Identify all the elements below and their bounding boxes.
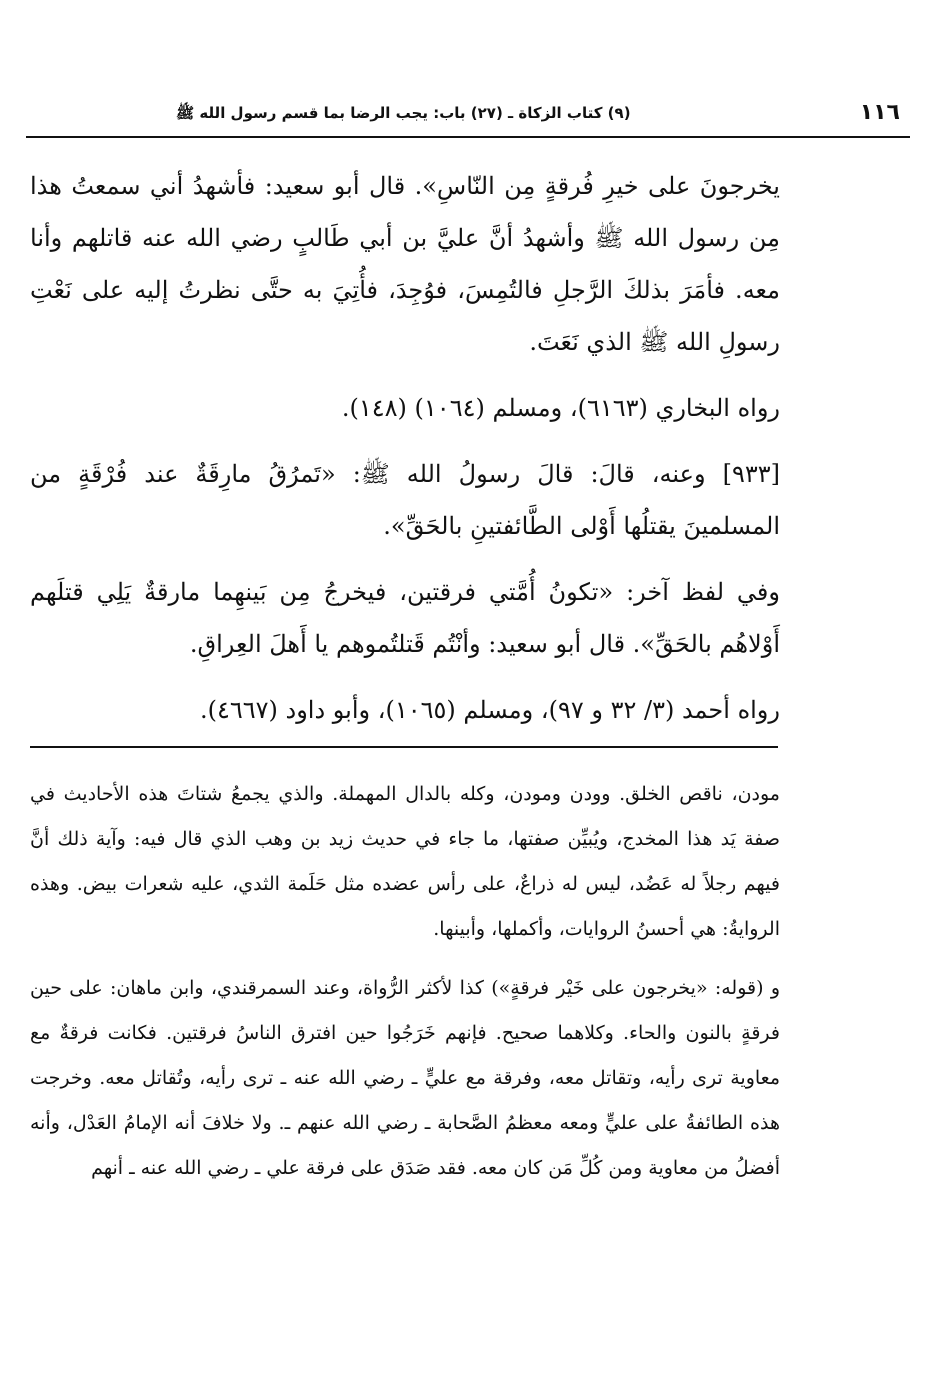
hadith-alternate-wording: وفي لفظ آخر: «تكونُ أُمَّتي فرقتين، فيخرجُ مِن بَينهِما مارقةٌ يَلِي قتلَهم أَوْلاهُم بالحَقِّ». قال أبو سعيد: وأنْتُم قَتلتُموهم يا أَهلَ العِراقِ. (30, 578, 780, 658)
footnote-divider (30, 746, 778, 748)
commentary-notes (30, 772, 780, 1191)
hadith-source: رواه البخاري (٦١٦٣)، ومسلم (١٠٦٤) (١٤٨). (341, 394, 780, 422)
hadith-933: [٩٣٣] وعنه، قالَ: قالَ رسولُ الله ﷺ: «تَمرُقُ مارِقَةٌ عند فُرْقَةٍ من المسلمينَ يقتلُها أَوْلى الطَّائفتينِ بالحَقِّ». (30, 460, 780, 540)
page-number: ١١٦ (859, 100, 900, 125)
commentary-paragraph: مودن، ناقص الخلق. وودن ومودن، وكله بالدال المهملة. والذي يجمعُ شتاتَ هذه الأحاديث في صفة يَد هذا المخدج، ويُبيِّن صفتها، ما جاء في حديث زيد بن وهب الذي قال فيه: وآية ذلك أنَّ فيهم رجلاً له عَضُد، ليس له ذراعٌ، على رأس عضده مثل حَلَمة الثدي، عليه شعرات بيض. وهذه الروايةُ: هي أحسنُ الروايات، وأكملها، وأبينها. (30, 783, 780, 940)
hadith-text-continuation: يخرجونَ على خيرِ فُرقةٍ مِن النّاسِ». قال أبو سعيد: فأشهدُ أني سمعتُ هذا مِن رسول الله ﷺ وأشهدُ أنَّ عليَّ بن أبي طَالبٍ رضي الله عنه قاتلهم وأنا معه. فأمَرَ بذلكَ الرَّجلِ فالتُمِسَ، فوُجِدَ، فأُتِيَ به حتَّى نظرتُ إليه على نَعْتِ رسولِ الله ﷺ الذي نَعَتَ. (30, 172, 780, 356)
main-text (30, 160, 780, 736)
hadith-933-source: رواه أحمد (٣/ ٣٢ و ٩٧)، ومسلم (١٠٦٥)، وأبو داود (٤٦٦٧). (199, 696, 780, 724)
commentary-paragraph: و (قوله: «يخرجون على خَيْر فرقةٍ») كذا لأكثر الرُّواة، وعند السمرقندي، وابن ماهان: على حين فرقةٍ بالنون والحاء. وكلاهما صحيح. فإنهم خَرَجُوا حين افترق الناسُ فرقتين. فكانت فرقةٌ مع معاوية ترى رأيه، وتقاتل معه، وفرقة مع عليٍّ ـ رضي الله عنه ـ ترى رأيه، وتُقاتل معه. وخرجت هذه الطائفةُ على عليٍّ ومعه معظمُ الصَّحابة ـ رضي الله عنهم ـ. ولا خلافَ أنه الإمامُ العَدْل، وأنه أفضلُ من معاوية ومن كُلِّ مَن كان معه. فقد صَدَق على فرقة علي ـ رضي الله عنه ـ أنهم (30, 977, 780, 1179)
page-header (26, 96, 910, 138)
running-title: (٩) كتاب الزكاة ـ (٢٧) باب: يجب الرضا بما قسم رسول الله ﷺ (176, 104, 631, 122)
